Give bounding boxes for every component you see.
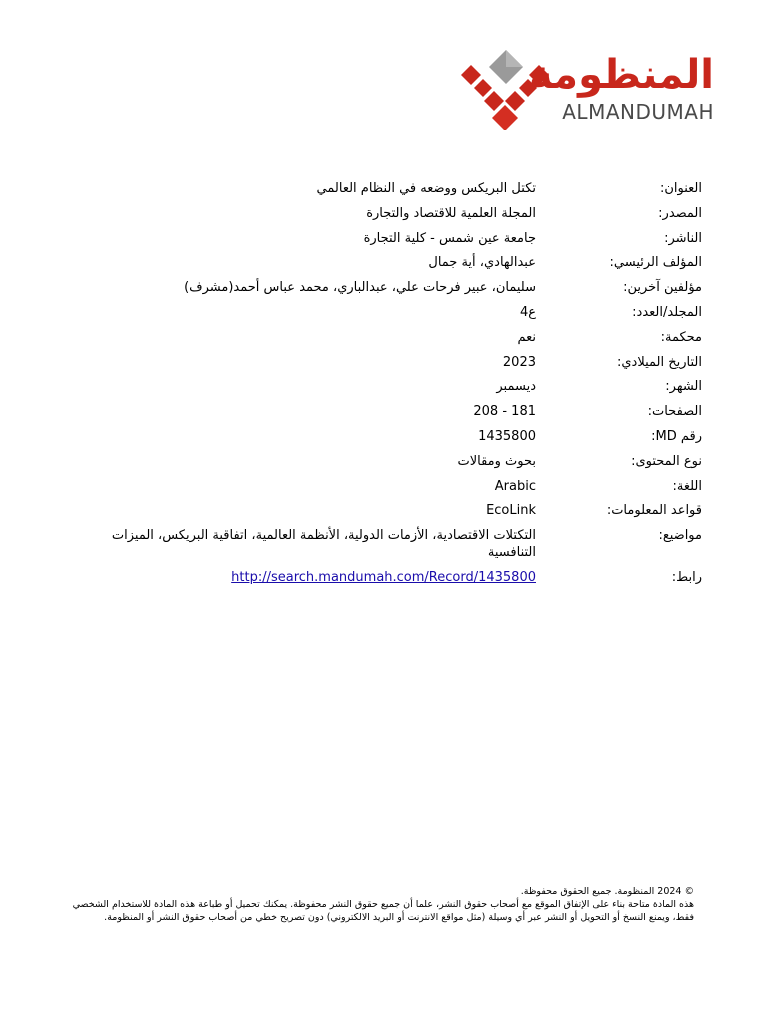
field-value: 181 - 208 — [473, 404, 536, 420]
field-pages — [80, 403, 702, 420]
field-value: ديسمبر — [496, 379, 536, 395]
field-main-author — [80, 254, 702, 271]
field-value: بحوث ومقالات — [457, 453, 536, 469]
field-label: الناشر: — [664, 230, 702, 246]
field-value: 1435800 — [478, 428, 536, 444]
field-subjects — [80, 527, 702, 561]
field-label: التاريخ الميلادي: — [617, 354, 702, 370]
field-value: سليمان، عبير فرحات علي، عبدالباري، محمد عباس أحمد(مشرف) — [184, 280, 536, 296]
usage-notice: هذه المادة متاحة بناء على الإتفاق الموقع مع أصحاب حقوق النشر، علما أن جميع حقوق النشر محفوظة. يمكنك تحميل أو طباعة هذه المادة للاستخدام الشخصي فقط، ويمنع النسخ أو التحويل أو النشر عبر أي وسيلة (مثل مواقع الانترنت أو البريد الالكتروني) دون تصريح خطي من أصحاب حقوق النشر أو المنظومة. — [72, 899, 694, 923]
field-other-authors — [80, 279, 702, 296]
field-value: التكتلات الاقتصادية، الأزمات الدولية، الأنظمة العالمية، اتفاقية البريكس، الميزات التنافسية — [111, 528, 536, 561]
logo-diamond-red-mid-left — [474, 79, 492, 97]
field-source — [80, 205, 702, 222]
field-label: رابط: — [671, 569, 702, 585]
field-databases — [80, 502, 702, 519]
field-value — [80, 569, 536, 586]
field-label: محكمة: — [660, 329, 702, 345]
field-label: مواضيع: — [658, 528, 702, 544]
field-value: عبدالهادي، أية جمال — [428, 255, 536, 271]
field-label: المجلد/العدد: — [632, 304, 702, 320]
field-value: ع4 — [519, 304, 536, 320]
field-label: المؤلف الرئيسي: — [609, 255, 702, 271]
copyright-footer — [54, 885, 694, 924]
field-label: مؤلفين آخرين: — [623, 280, 702, 296]
field-label: المصدر: — [658, 205, 702, 221]
field-value: المجلة العلمية للاقتصاد والتجارة — [366, 205, 536, 221]
logo-english-wordmark: ALMANDUMAH — [562, 100, 714, 124]
logo-diamond-red-left — [461, 65, 481, 85]
field-year — [80, 354, 702, 371]
field-label: العنوان: — [659, 181, 702, 196]
almandumah-logo — [456, 48, 718, 130]
field-publisher — [80, 230, 702, 247]
field-md-number — [80, 428, 702, 445]
field-link — [80, 569, 702, 586]
field-value: تكتل البريكس ووضعه في النظام العالمي — [316, 181, 536, 196]
field-label: الشهر: — [665, 379, 702, 395]
field-label: نوع المحتوى: — [631, 453, 702, 469]
logo-diamond-red-low-left — [484, 91, 504, 111]
field-value: EcoLink — [486, 503, 536, 519]
logo-diamond-gray-shade — [506, 50, 523, 67]
field-label: قواعد المعلومات: — [606, 503, 702, 519]
field-title — [80, 180, 702, 197]
field-value: Arabic — [494, 478, 536, 494]
field-label: الصفحات: — [647, 404, 702, 420]
field-volume-issue — [80, 304, 702, 321]
field-content-type — [80, 453, 702, 470]
field-month — [80, 378, 702, 395]
record-metadata — [80, 180, 702, 594]
field-label: رقم MD: — [651, 428, 702, 444]
logo-arabic-wordmark: المنظومة — [529, 52, 714, 98]
record-link[interactable]: http://search.mandumah.com/Record/1435800 — [231, 569, 536, 585]
field-value: 2023 — [502, 354, 536, 370]
field-label: اللغة: — [672, 478, 702, 494]
field-value: جامعة عين شمس - كلية التجارة — [363, 230, 536, 246]
field-peer-reviewed — [80, 329, 702, 346]
field-language — [80, 478, 702, 495]
field-value: نعم — [517, 329, 536, 345]
copyright-line: © 2024 المنظومة. جميع الحقوق محفوظة. — [520, 886, 694, 897]
